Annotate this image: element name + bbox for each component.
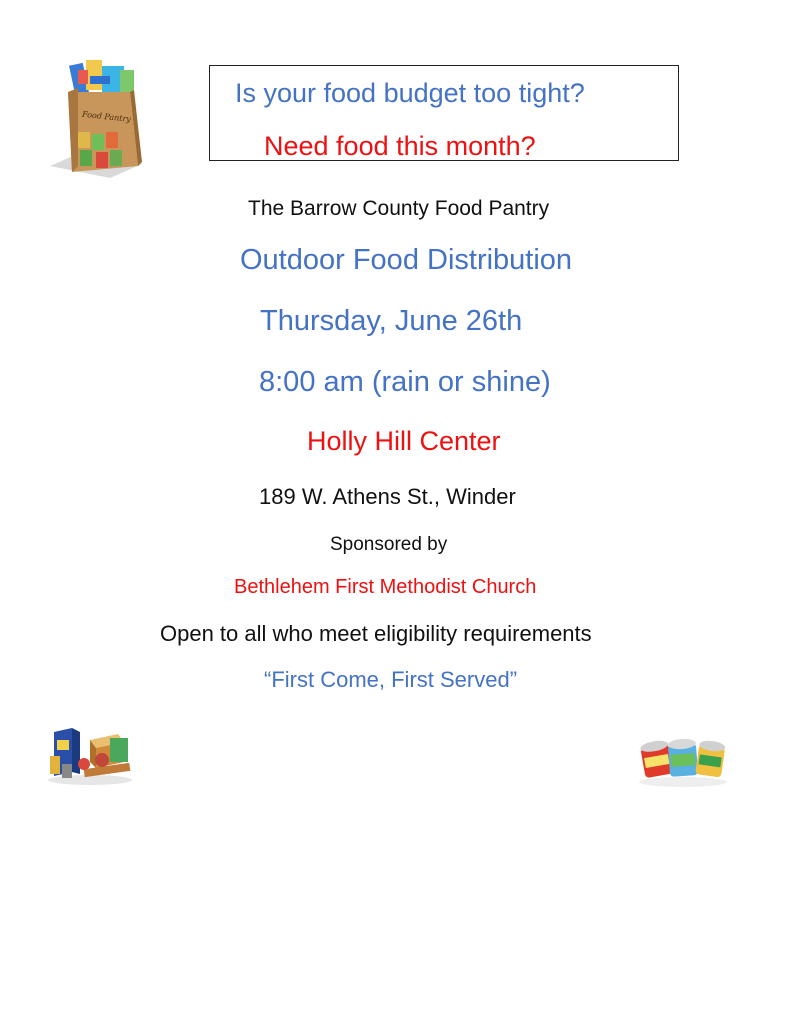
- event-title: Outdoor Food Distribution: [240, 244, 573, 276]
- organizer-name: The Barrow County Food Pantry: [248, 197, 550, 220]
- budget-question: Is your food budget too tight?: [235, 78, 585, 108]
- event-address: 189 W. Athens St., Winder: [259, 484, 516, 509]
- cans-icon: [637, 736, 729, 788]
- sponsored-by-label: Sponsored by: [330, 534, 448, 555]
- need-food-question: Need food this month?: [264, 131, 536, 161]
- event-date: Thursday, June 26th: [260, 305, 523, 337]
- event-time: 8:00 am (rain or shine): [259, 366, 551, 398]
- policy-quote: “First Come, First Served”: [264, 667, 518, 692]
- bag-label: Food Pantry: [81, 109, 132, 124]
- eligibility-note: Open to all who meet eligibility requirements: [160, 621, 592, 646]
- food-pantry-bag-icon: [44, 56, 146, 178]
- groceries-icon: [44, 722, 136, 786]
- event-venue: Holly Hill Center: [307, 426, 501, 456]
- sponsor-name: Bethlehem First Methodist Church: [234, 576, 537, 598]
